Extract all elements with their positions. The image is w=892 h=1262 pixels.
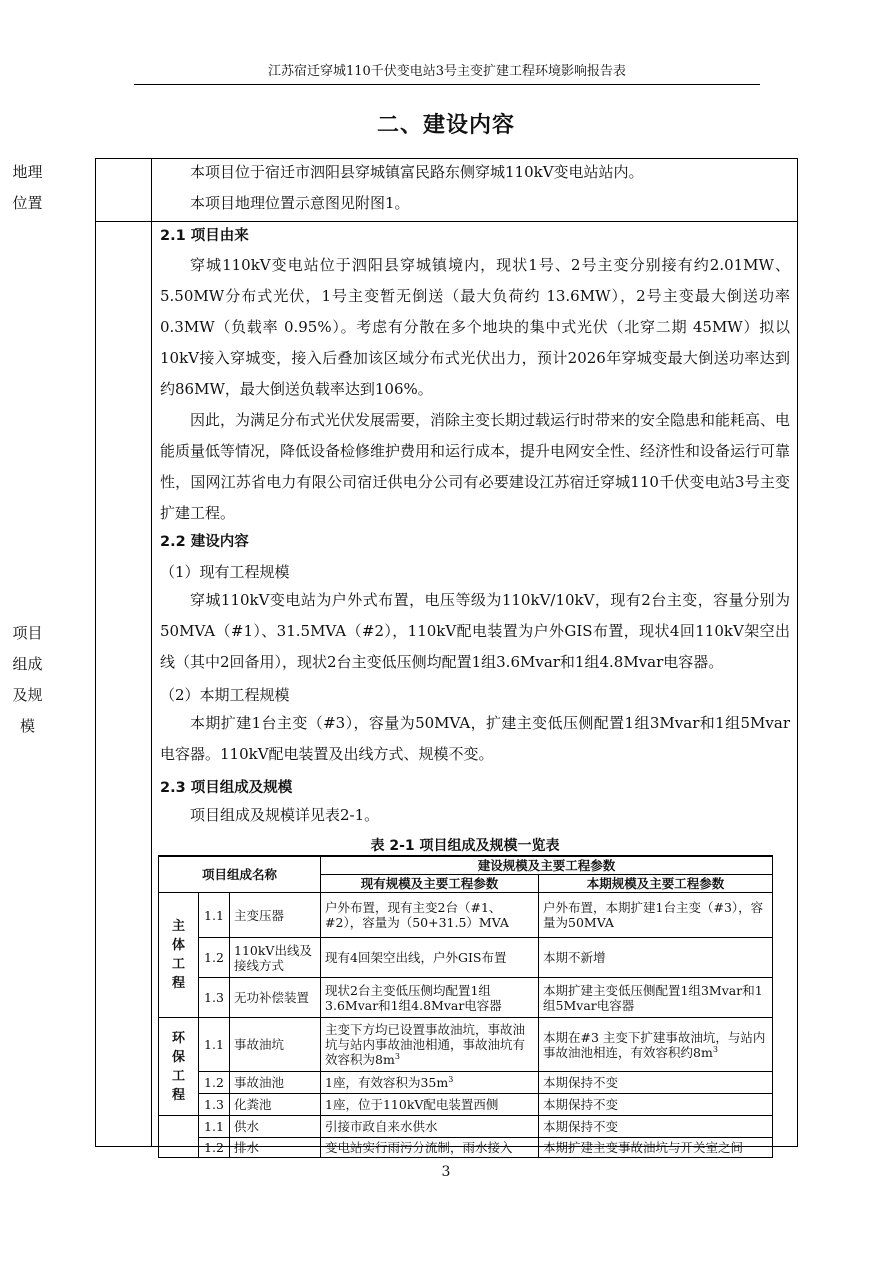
row-existing: 引接市政自来水供水 [321, 1116, 539, 1138]
table-row [159, 978, 773, 1018]
row-current: 本期保持不变 [539, 1116, 773, 1138]
row-name: 化粪池 [230, 1094, 321, 1116]
sub-existing-scale: （1）现有工程规模 [160, 563, 290, 581]
para-2-1-2: 因此，为满足分布式光伏发展需要，消除主变长期过载运行时带来的安全隐患和能耗高、电能质量低等情况，降低设备检修维护费用和运行成本，提升电网安全性、经济性和设备运行可靠性，国网江苏省电力有限公司宿迁供电分公司有必要建设江苏宿迁穿城110千伏变电站3号主变扩建工程。 [160, 411, 791, 522]
table-row [159, 893, 773, 938]
geo-line-1: 本项目位于宿迁市泗阳县穿城镇富民路东侧穿城110kV变电站站内。 [190, 163, 644, 181]
row-name: 主变压器 [230, 893, 321, 938]
row-current: 本期保持不变 [539, 1094, 773, 1116]
header-existing: 现有规模及主要工程参数 [321, 875, 539, 893]
row-name: 供水 [230, 1116, 321, 1138]
row-number: 1.1 [199, 1116, 230, 1138]
row-name: 排水 [230, 1138, 321, 1158]
table-row [159, 938, 773, 978]
row-name: 110kV出线及接线方式 [230, 938, 321, 978]
row-existing: 变电站实行雨污分流制，雨水接入 [321, 1138, 539, 1158]
para-2-1-1: 穿城110kV变电站位于泗阳县穿城镇境内，现状1号、2号主变分别接有约2.01MW、5.50MW分布式光伏，1号主变暂无倒送（最大负荷约 13.6MW），2号主变最大倒送功率0.3MW（负载率 0.95%）。考虑有分散在多个地块的集中式光伏（北穿二期 45MW）拟以10kV接入穿城变，接入后叠加该区域分布式光伏出力，预计2026年穿城变最大倒送功率达到约86MW，最大倒送负载率达到106%。 [160, 256, 790, 398]
table-row [159, 1072, 773, 1094]
para-2-2-1: 穿城110kV变电站为户外式布置，电压等级为110kV/10kV，现有2台主变，容量分别为50MVA（#1）、31.5MVA（#2），110kV配电装置为户外GIS布置，现状4回110kV架空出线（其中2回备用），现状2台主变低压侧均配置1组3.6Mvar和1组4.8Mvar电容器。 [160, 591, 790, 671]
para-2-3-1: 项目组成及规模详见表2-1。 [190, 806, 380, 824]
row-existing: 1座，有效容积为$35m^3$ [321, 1072, 539, 1094]
row-existing: 主变下方均已设置事故油坑，事故油坑与站内事故油池相通，事故油坑有效容积为$8m^3$ [321, 1018, 539, 1072]
table-row [159, 1094, 773, 1116]
row-number: 1.2 [199, 1072, 230, 1094]
row-current: 本期扩建主变低压侧配置1组3Mvar和1组5Mvar电容器 [539, 978, 773, 1018]
page-number: 3 [441, 1164, 451, 1180]
table-row [159, 1018, 773, 1072]
row-current: 本期保持不变 [539, 1072, 773, 1094]
row-current: 本期扩建主变事故油坑与开关室之间 [539, 1138, 773, 1158]
category-aux [159, 1116, 199, 1158]
table-row [159, 1116, 773, 1138]
row-current: 本期不新增 [539, 938, 773, 978]
table-row [159, 1138, 773, 1158]
running-header: 江苏宿迁穿城110千伏变电站3号主变扩建工程环境影响报告表 [134, 62, 760, 85]
row-number: 1.3 [199, 1094, 230, 1116]
project-scale-table [158, 855, 773, 1158]
table-caption: 表 2-1 项目组成及规模一览表 [370, 838, 560, 854]
row-name: 无功补偿装置 [230, 978, 321, 1018]
section-title: 二、建设内容 [376, 113, 515, 138]
row-current: 户外布置，本期扩建1台主变（#3），容量为50MVA [539, 893, 773, 938]
row-number: 1.2 [199, 938, 230, 978]
row-current: 本期在#3 主变下扩建事故油坑，与站内事故油池相连，有效容积约$8m^3$ [539, 1018, 773, 1072]
geo-row-label: 地理 位置 [12, 163, 43, 212]
header-current: 本期规模及主要工程参数 [539, 875, 773, 893]
para-2-2-2: 本期扩建1台主变（#3），容量为50MVA，扩建主变低压侧配置1组3Mvar和1组5Mvar电容器。110kV配电装置及出线方式、规模不变。 [160, 714, 790, 763]
row-name: 事故油坑 [230, 1018, 321, 1072]
category-main: 主 体 工 程 [159, 893, 199, 1018]
row-number: 1.2 [199, 1138, 230, 1158]
category-env: 环 保 工 程 [159, 1018, 199, 1116]
geo-line-2: 本项目地理位置示意图见附图1。 [190, 194, 410, 212]
heading-2-1: 2.1 项目由来 [160, 228, 249, 244]
project-row-label: 项目 组成 及规 模 [12, 624, 43, 735]
heading-2-3: 2.3 项目组成及规模 [160, 780, 293, 796]
header-project-name: 项目组成名称 [159, 856, 321, 893]
row-number: 1.1 [199, 893, 230, 938]
row-existing: 户外布置，现有主变2台（#1、#2），容量为（50+31.5）MVA [321, 893, 539, 938]
row-number: 1.3 [199, 978, 230, 1018]
row-number: 1.1 [199, 1018, 230, 1072]
row-existing: 现状2台主变低压侧均配置1组3.6Mvar和1组4.8Mvar电容器 [321, 978, 539, 1018]
row-existing: 现有4回架空出线，户外GIS布置 [321, 938, 539, 978]
heading-2-2: 2.2 建设内容 [160, 534, 249, 550]
header-scale-group: 建设规模及主要工程参数 [321, 856, 773, 875]
table-header-row [159, 856, 773, 875]
row-existing: 1座，位于110kV配电装置西侧 [321, 1094, 539, 1116]
sub-current-scale: （2）本期工程规模 [160, 686, 290, 704]
row-name: 事故油池 [230, 1072, 321, 1094]
